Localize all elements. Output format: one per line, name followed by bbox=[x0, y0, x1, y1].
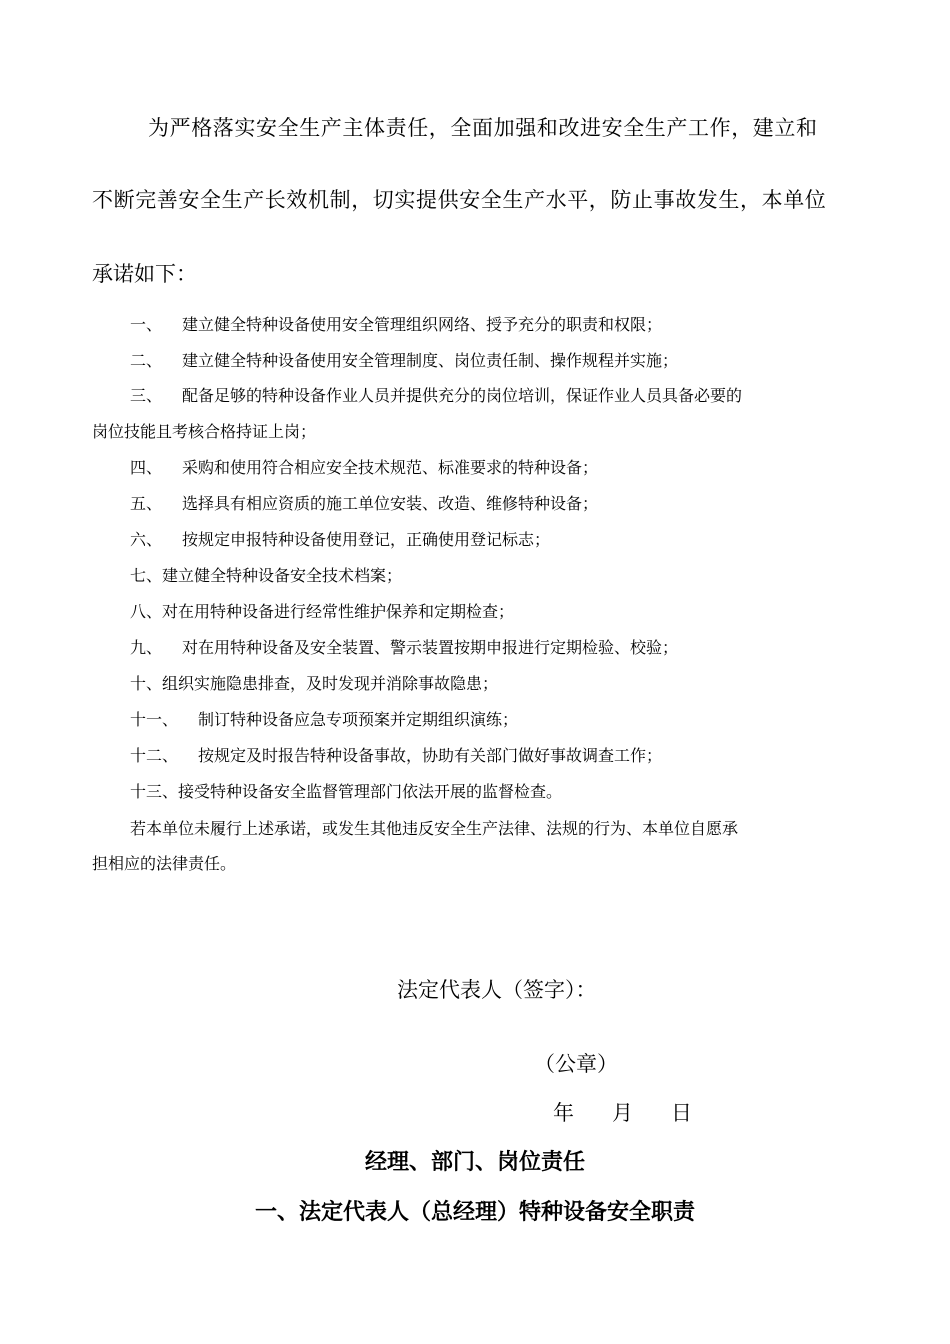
item-number: 九、 bbox=[130, 638, 163, 657]
item-number: 五、 bbox=[130, 494, 163, 513]
commitment-item-6 bbox=[92, 528, 858, 552]
commitment-item-1 bbox=[92, 313, 858, 337]
item-text: 按规定及时报告特种设备事故，协助有关部门做好事故调查工作； bbox=[198, 746, 663, 765]
intro-line-2: 不断完善安全生产长效机制，切实提供安全生产水平，防止事故发生，本单位 bbox=[92, 188, 827, 212]
item-number: 二、 bbox=[130, 351, 163, 370]
commitment-item-5 bbox=[92, 492, 858, 516]
closing-line-1 bbox=[92, 817, 858, 841]
commitment-item-11 bbox=[92, 708, 858, 732]
item-number: 十二、 bbox=[130, 746, 179, 765]
commitment-item-8 bbox=[92, 600, 858, 624]
item-text: 接受特种设备安全监督管理部门依法开展的监督检查。 bbox=[178, 782, 563, 801]
section-heading: 经理、部门、岗位责任 bbox=[364, 1150, 585, 1175]
item-text: 建立健全特种设备使用安全管理制度、岗位责任制、操作规程并实施； bbox=[182, 351, 679, 370]
date-month-label: 月 bbox=[612, 1101, 633, 1125]
item-text: 配备足够的特种设备作业人员并提供充分的岗位培训，保证作业人员具备必要的 bbox=[182, 386, 743, 405]
date-year-label: 年 bbox=[553, 1101, 574, 1125]
item-number: 六、 bbox=[130, 530, 163, 549]
commitment-item-13 bbox=[92, 780, 858, 804]
item-text: 选择具有相应资质的施工单位安装、改造、维修特种设备； bbox=[182, 494, 599, 513]
item-number: 八、 bbox=[130, 602, 163, 621]
item-text: 组织实施隐患排查，及时发现并消除事故隐患； bbox=[162, 674, 499, 693]
commitment-item-4 bbox=[92, 456, 858, 480]
item-text: 按规定申报特种设备使用登记，正确使用登记标志； bbox=[182, 530, 551, 549]
commitment-item-3-continued: 岗位技能且考核合格持证上岗； bbox=[92, 422, 317, 441]
subsection-heading: 一、法定代表人（总经理）特种设备安全职责 bbox=[254, 1200, 695, 1225]
item-text: 采购和使用符合相应安全技术规范、标准要求的特种设备； bbox=[182, 458, 599, 477]
item-number: 一、 bbox=[130, 315, 163, 334]
official-seal-label: （公章） bbox=[534, 1052, 618, 1076]
item-number: 十一、 bbox=[130, 710, 179, 729]
item-text: 制订特种设备应急专项预案并定期组织演练； bbox=[198, 710, 519, 729]
closing-text: 若本单位未履行上述承诺，或发生其他违反安全生产法律、法规的行为、本单位自愿承 bbox=[130, 819, 739, 838]
item-number: 三、 bbox=[130, 386, 163, 405]
commitment-item-7 bbox=[92, 564, 858, 588]
commitment-item-10 bbox=[92, 672, 858, 696]
signature-date bbox=[553, 1099, 692, 1127]
item-text: 建立健全特种设备安全技术档案； bbox=[162, 566, 403, 585]
intro-line-3: 承诺如下： bbox=[92, 262, 197, 286]
commitment-item-2 bbox=[92, 349, 858, 373]
closing-line-2: 担相应的法律责任。 bbox=[92, 854, 237, 873]
item-number: 七、 bbox=[130, 566, 163, 585]
commitment-item-3 bbox=[92, 384, 858, 408]
item-text: 对在用特种设备进行经常性维护保养和定期检查； bbox=[162, 602, 515, 621]
commitment-item-12 bbox=[92, 744, 858, 768]
commitment-item-9 bbox=[92, 636, 858, 660]
item-text: 建立健全特种设备使用安全管理组织网络、授予充分的职责和权限； bbox=[182, 315, 663, 334]
intro-line-1: 为严格落实安全生产主体责任，全面加强和改进安全生产工作，建立和 bbox=[148, 116, 818, 140]
item-number: 十三、 bbox=[130, 782, 179, 801]
legal-representative-signature-label: 法定代表人（签字）： bbox=[397, 978, 597, 1002]
item-number: 十、 bbox=[130, 674, 163, 693]
item-text: 对在用特种设备及安全装置、警示装置按期申报进行定期检验、校验； bbox=[182, 638, 679, 657]
item-number: 四、 bbox=[130, 458, 163, 477]
date-day-label: 日 bbox=[671, 1101, 692, 1125]
